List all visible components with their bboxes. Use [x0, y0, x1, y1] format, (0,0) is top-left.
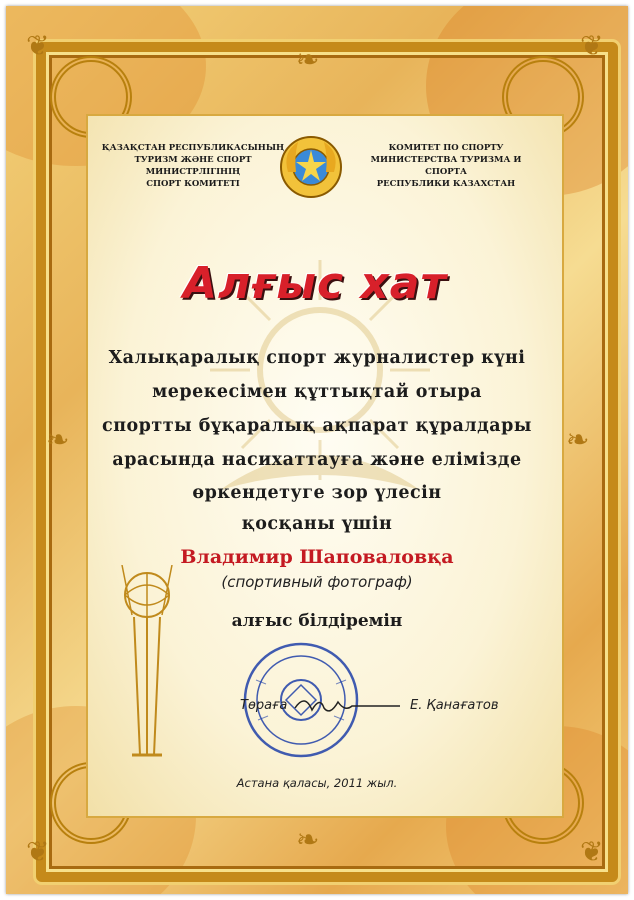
header-line: ҚАЗАҚСТАН РЕСПУБЛИКАСЫНЫҢ — [101, 143, 285, 153]
corner-scroll-icon: ❦ — [26, 835, 50, 868]
header-line: РЕСПУБЛИКИ КАЗАХСТАН — [376, 179, 516, 189]
recipient-name: Владимир Шаповаловқа — [180, 546, 454, 568]
issuer-header-kazakh — [98, 142, 288, 190]
signature-label: Төраға — [240, 698, 288, 713]
issuer-header-russian — [358, 142, 534, 190]
header-line: МИНИСТЕРСТВА ТУРИЗМА И СПОРТА — [370, 155, 522, 177]
body-line: арасында насихаттауға және елімізде — [112, 450, 522, 470]
header-line: КОМИТЕТ ПО СПОРТУ — [388, 143, 504, 153]
baiterek-tower-icon — [112, 565, 182, 765]
recipient-role: (спортивный фотограф) — [221, 573, 413, 591]
corner-scroll-icon: ❦ — [580, 29, 604, 62]
signatory-name: Е. Қанағатов — [410, 698, 499, 713]
body-line: қосқаны үшін — [241, 514, 393, 534]
handwritten-signature — [290, 688, 405, 718]
top-scroll-icon: ❧ — [296, 43, 320, 76]
body-line: Халықаралық спорт журналистер күні — [108, 348, 526, 368]
certificate-title: Алғыс хат — [183, 258, 447, 309]
state-emblem-icon — [276, 132, 346, 202]
body-line: мерекесімен құттықтай отыра — [152, 382, 482, 402]
issue-place-date: Астана қаласы, 2011 жыл. — [236, 776, 398, 790]
left-scroll-icon: ❧ — [46, 423, 70, 456]
header-line: СПОРТ КОМИТЕТІ — [146, 179, 240, 189]
bottom-scroll-icon: ❧ — [296, 823, 320, 856]
thanks-line: алғыс білдіремін — [231, 611, 403, 631]
corner-scroll-icon: ❦ — [580, 835, 604, 868]
corner-scroll-icon: ❦ — [26, 29, 50, 62]
header-line: ТУРИЗМ ЖӘНЕ СПОРТ МИНИСТРЛІГІНІҢ — [134, 155, 252, 177]
body-line: спортты бұқаралық ақпарат құралдары — [102, 416, 532, 436]
body-line: өркендетуге зор үлесін — [192, 483, 442, 503]
right-scroll-icon: ❧ — [566, 423, 590, 456]
